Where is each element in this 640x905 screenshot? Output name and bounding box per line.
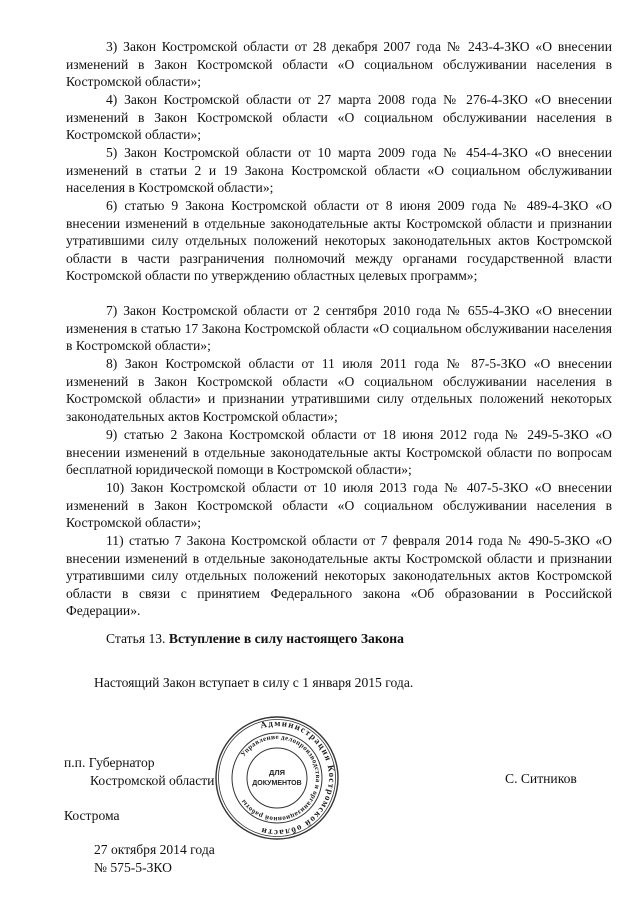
stamp-center-line1: ДЛЯ (269, 768, 285, 777)
list-item-8: 8) Закон Костромской области от 11 июля 2011 года № 87-5-ЗКО «О внесении изменений в Закон Костромской области «О социальном обслуживании населения в Костромской области» и признании утратившими силу отдельных положений некоторых законодательных актов Костромской области»; (66, 356, 612, 424)
list-item-11: 11) статью 7 Закона Костромской области от 7 февраля 2014 года № 490-5-ЗКО «О внесении изменений в отдельные законодательные акты Костромской области и признании утратившими силу отдельных положений некоторых законодательных актов Костромской области в связи с принятием Федерального закона «Об образовании в Российской Федерации». (66, 533, 612, 619)
list-item-9: 9) статью 2 Закона Костромской области от 18 июня 2012 года № 249-5-ЗКО «О внесении изменений в отдельные законодательные акты Костромской области по вопросам бесплатной юридической помощи в Костромской области»; (66, 427, 612, 478)
list-item-7: 7) Закон Костромской области от 2 сентября 2010 года № 655-4-ЗКО «О внесении изменения в статью 17 Закона Костромской области «О социальном обслуживании населения в Костромской области»; (66, 303, 612, 354)
stamp-outer-text: Администрация Костромской области (259, 717, 338, 839)
official-seal-icon (213, 714, 341, 842)
list-item-10: 10) Закон Костромской области от 10 июля 2013 года № 407-5-ЗКО «О внесении изменений в Закон Костромской области «О социальном обслуживании населения в Костромской области»; (66, 480, 612, 531)
article-title: Вступление в силу настоящего Закона (168, 631, 404, 646)
governor-name: С. Ситников (505, 771, 577, 786)
governor-role-line2: Костромской области (90, 773, 215, 788)
article-heading (106, 631, 404, 647)
list-item-3: 3) Закон Костромской области от 28 декабря 2007 года № 243-4-ЗКО «О внесении изменений в Закон Костромской области «О социальном обслуживании населения в Костромской области»; (66, 39, 612, 90)
law-number: № 575-5-ЗКО (94, 860, 172, 875)
governor-role-line1: п.п. Губернатор (64, 755, 155, 770)
stamp-inner-text: Управление делопроизводства и организационной работы (239, 732, 323, 824)
stamp-center-line2: ДОКУМЕНТОВ (252, 780, 302, 787)
list-item-4: 4) Закон Костромской области от 27 марта 2008 года № 276-4-ЗКО «О внесении изменений в Закон Костромской области «О социальном обслуживании населения в Костромской области»; (66, 92, 612, 143)
list-item-6: 6) статью 9 Закона Костромской области от 8 июня 2009 года № 489-4-ЗКО «О внесении изменений в отдельные законодательные акты Костромской области и признании утратившими силу отдельных положений некоторых законодательных актов Костромской области в части разграничения полномочий между органами государственной власти Костромской области по утверждению областных целевых программ»; (66, 198, 612, 284)
list-item-5: 5) Закон Костромской области от 10 марта 2009 года № 454-4-ЗКО «О внесении изменений в статьи 2 и 19 Закона Костромской области «О социальном обслуживании населения в Костромской области»; (66, 145, 612, 196)
sign-date: 27 октября 2014 года (94, 842, 215, 857)
city: Кострома (64, 808, 120, 823)
article-text: Настоящий Закон вступает в силу с 1 января 2015 года. (94, 675, 414, 690)
article-number: Статья 13. (106, 631, 166, 646)
